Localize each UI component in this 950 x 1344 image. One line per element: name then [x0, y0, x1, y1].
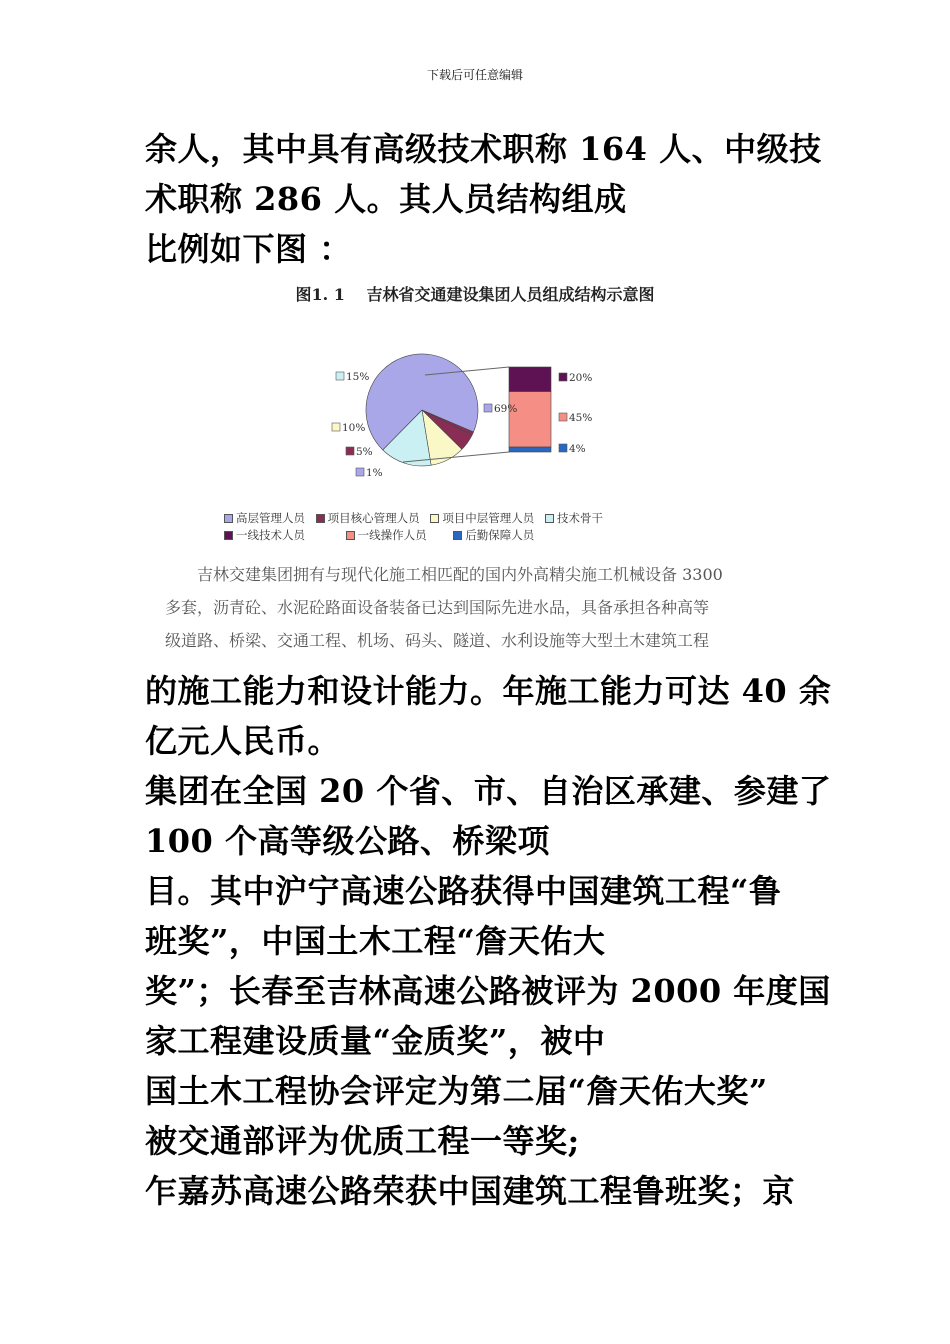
pie-label: 15% [346, 371, 370, 383]
legend-swatch [430, 514, 439, 523]
label-marker [336, 372, 344, 380]
label-marker [332, 423, 340, 431]
label-marker [559, 413, 567, 421]
text-line: 目。其中沪宁高速公路获得中国建筑工程“鲁 [145, 872, 782, 910]
label-marker [484, 404, 492, 412]
legend-label: 项目核心管理人员 [327, 511, 420, 525]
pie-label: 1% [366, 467, 383, 479]
pie-label: 4% [569, 443, 586, 455]
text-line: 亿元人民币。 [145, 722, 341, 760]
scanned-paragraph [165, 558, 775, 657]
text-line: 乍嘉苏高速公路荣获中国建筑工程鲁班奖；京 [145, 1172, 796, 1210]
text-line: 奖”；长春至吉林高速公路被评为 2000 年度国 [145, 972, 831, 1010]
legend-label: 技术骨干 [556, 511, 603, 525]
legend-swatch [453, 531, 462, 540]
legend-label: 后勤保障人员 [465, 528, 535, 542]
pie-label: 5% [356, 446, 373, 458]
legend-label: 一线操作人员 [357, 528, 427, 542]
label-marker [356, 468, 364, 476]
paragraph-intro [145, 124, 825, 274]
legend-label: 项目中层管理人员 [442, 511, 535, 525]
text-line: 集团在全国 20 个省、市、自治区承建、参建了 [145, 772, 832, 810]
legend-item [224, 527, 305, 543]
figure-title: 图1. 1 吉林省交通建设集团人员组成结构示意图 [295, 285, 655, 304]
pie-label: 10% [342, 422, 366, 434]
label-marker [559, 373, 567, 381]
text-line: 被交通部评为优质工程一等奖; [145, 1122, 580, 1160]
page-header-note: 下载后可任意编辑 [426, 68, 523, 82]
text-line: 多套，沥青砼、水泥砼路面设备装备已达到国际先进水品，具备承担各种高等 [165, 598, 710, 617]
legend-item [545, 510, 603, 526]
bar-segment-45pct [509, 392, 551, 447]
pie-chart [310, 340, 640, 500]
legend-swatch [545, 514, 554, 523]
bar-segment-20pct [509, 367, 551, 392]
text-line: 余人，其中具有高级技术职称 164 人、中级技 [145, 130, 822, 168]
chart-legend [224, 510, 610, 544]
pie-label: 20% [569, 372, 593, 384]
text-line: 比例如下图 ： [145, 230, 352, 268]
text-line: 的施工能力和设计能力。年施工能力可达 40 余 [145, 672, 832, 710]
text-line: 国土木工程协会评定为第二届“詹天佑大奖” [145, 1072, 768, 1110]
legend-item [346, 527, 427, 543]
legend-item [453, 527, 534, 543]
label-marker [346, 447, 354, 455]
pie-slices [366, 354, 478, 466]
text-line: 家工程建设质量“金质奖”，被中 [145, 1022, 606, 1060]
pie-label: 45% [569, 412, 593, 424]
pie-label: 69% [494, 403, 518, 415]
text-line: 班奖”，中国土木工程“詹天佑大 [145, 922, 606, 960]
text-line: 级道路、桥梁、交通工程、机场、码头、隧道、水利设施等大型土木建筑工程 [165, 631, 710, 650]
paragraph-main [145, 666, 832, 1216]
legend-label: 一线技术人员 [236, 528, 305, 542]
legend-swatch [316, 514, 325, 523]
legend-item [224, 510, 305, 526]
text-line: 100 个高等级公路、桥梁项 [145, 822, 550, 860]
legend-swatch [346, 531, 355, 540]
label-marker [559, 444, 567, 452]
bar-segment-4pct [509, 447, 551, 452]
legend-item [430, 510, 534, 526]
text-line: 吉林交建集团拥有与现代化施工相匹配的国内外高精尖施工机械设备 3300 [197, 565, 723, 584]
legend-item [316, 510, 420, 526]
legend-label: 高层管理人员 [236, 511, 305, 525]
text-line: 术职称 286 人。其人员结构组成 [145, 180, 627, 218]
legend-swatch [224, 514, 233, 523]
legend-swatch [224, 531, 233, 540]
